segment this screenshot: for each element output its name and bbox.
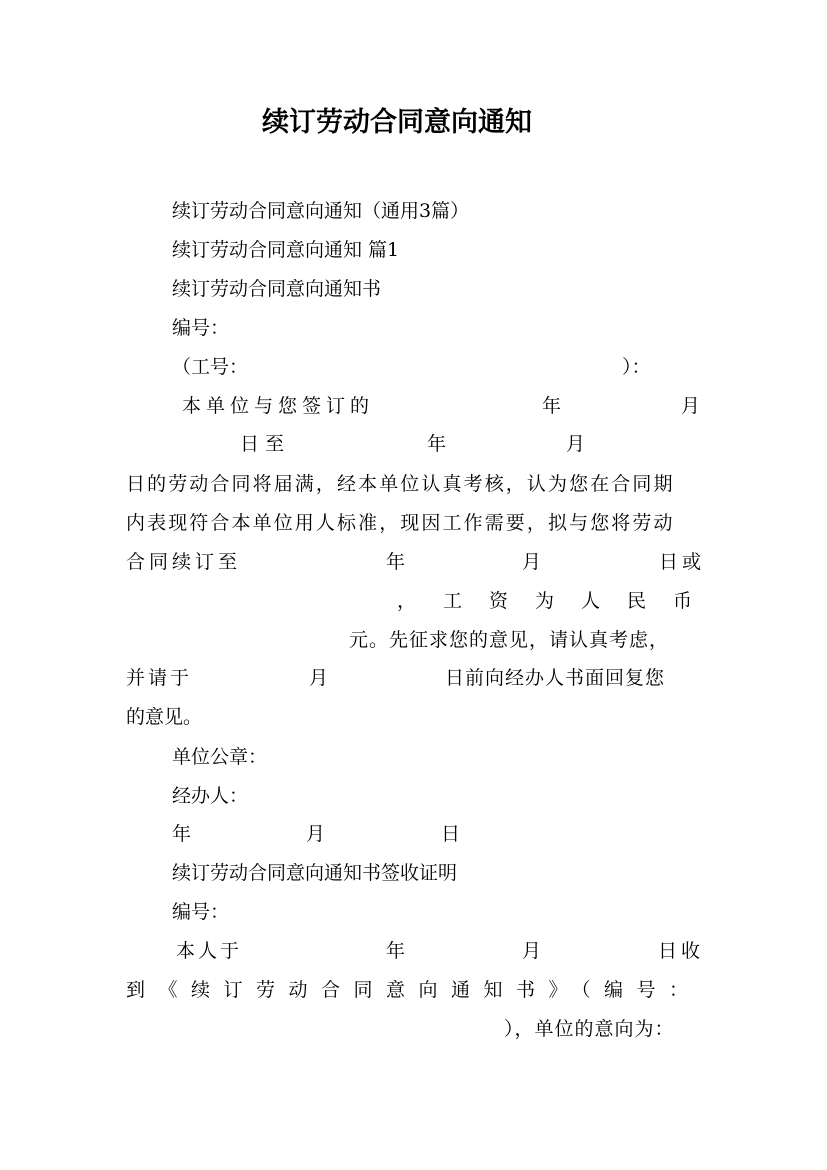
received-by-text: 本人于 [176,940,243,962]
employee-id-close: ）： [622,356,651,378]
year-label: 年 [542,395,562,417]
year-label: 年 [172,823,192,845]
receipt-heading: 续订劳动合同意向通知书签收证明 [172,862,458,884]
reply-instruction-text: 日前向经办人书面回复您 [445,667,666,689]
reply-by-text: 并请于 [126,667,193,689]
month-label: 月 [309,667,329,689]
body-line: 日的劳动合同将届满，经本单位认真考核，认为您在合同期 [126,473,675,495]
subtitle-line: 续订劳动合同意向通知（通用3篇） [172,200,470,222]
day-to-label: 日至 [240,433,291,455]
month-label: 月 [522,940,542,962]
day-received-text: 日收 [658,940,705,962]
number-label: 编号： [172,901,230,923]
document-title: 续订劳动合同意向通知 [262,107,532,138]
employee-id-open: （工号： [172,356,249,378]
year-label: 年 [386,551,406,573]
salary-line: ，工资为人民币 [397,590,720,612]
opinion-line: 的意见。 [126,706,203,728]
month-label: 月 [522,551,542,573]
handler-label: 经办人： [172,785,249,807]
month-label: 月 [681,395,701,417]
notice-heading: 续订劳动合同意向通知书 [172,278,382,300]
contract-signed-text: 本单位与您签订的 [182,395,375,417]
day-or-label: 日或 [659,551,706,573]
month-label: 月 [306,823,326,845]
company-intent-line: ），单位的意向为： [504,1018,675,1040]
month-label: 月 [566,433,586,455]
body-line: 内表现符合本单位用人标准，现因工作需要，拟与您将劳动 [126,512,675,534]
yuan-request-line: 元。先征求您的意见，请认真考虑， [349,629,670,651]
year-label: 年 [427,433,447,455]
renew-until-text: 合同续订至 [126,551,242,573]
number-label: 编号： [172,317,230,339]
year-label: 年 [386,940,406,962]
section-heading: 续订劳动合同意向通知 篇1 [172,239,400,261]
company-seal-label: 单位公章： [172,746,268,768]
day-label: 日 [441,823,461,845]
received-notice-line: 到《续订劳动合同意向通知书》（编号： [126,979,702,1001]
